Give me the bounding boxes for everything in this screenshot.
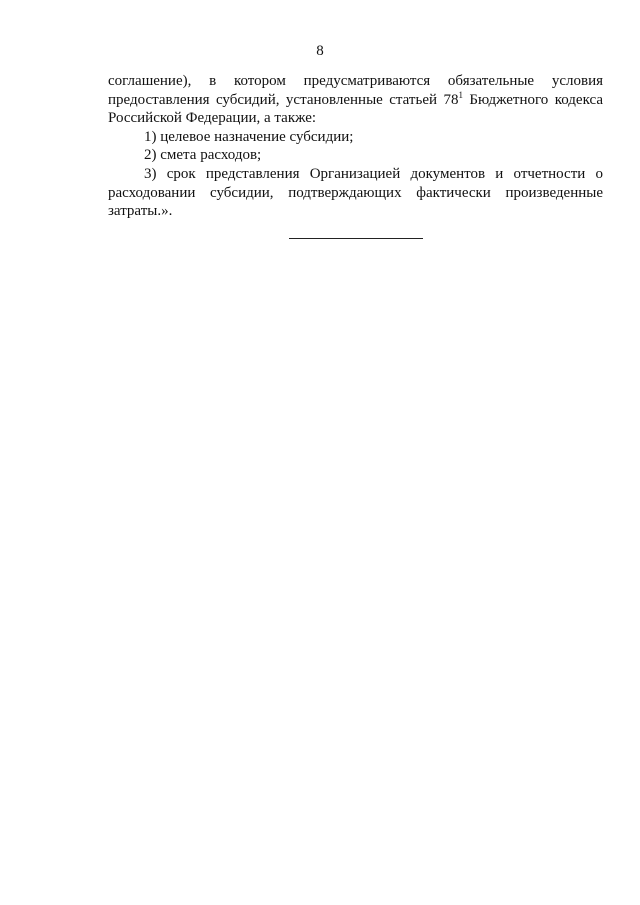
list-item-3-line-2: расходовании субсидии, подтверждающих фактически произведенные	[108, 184, 603, 201]
document-body	[108, 72, 603, 221]
article-superscript: 1	[458, 89, 463, 100]
end-divider-line	[289, 238, 423, 239]
list-item-2: 2) смета расходов;	[144, 147, 262, 164]
page-number: 8	[316, 43, 324, 59]
paragraph-1-line-2-rest: Бюджетного кодекса	[462, 91, 603, 108]
paragraph-1-line-1: соглашение), в котором предусматриваются обязательные условия	[108, 73, 603, 89]
list-item-1: 1) целевое назначение субсидии;	[144, 128, 354, 145]
paragraph-1-line-2	[108, 91, 603, 110]
paragraph-1-line-2-text: предоставления субсидий, установленные статьей 78	[108, 91, 459, 108]
list-item-3-line-3: затраты.».	[108, 203, 173, 220]
list-item-3-line-1: 3) срок представления Организацией документов и отчетности о	[144, 165, 603, 182]
paragraph-1-line-3: Российской Федерации, а также:	[108, 110, 317, 127]
